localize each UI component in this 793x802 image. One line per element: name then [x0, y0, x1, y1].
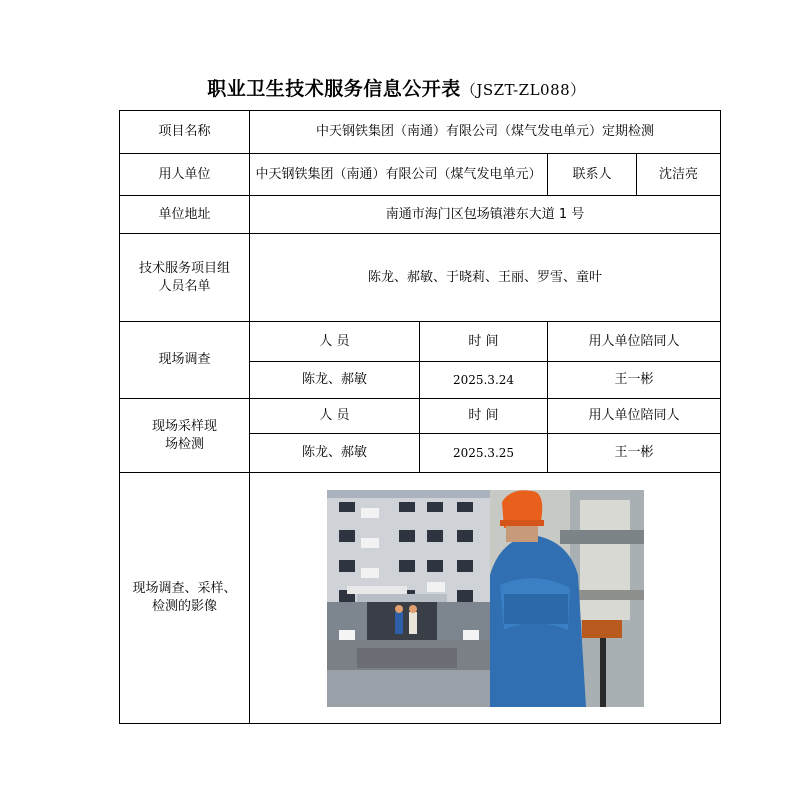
- address-value: 南通市海门区包场镇港东大道 1 号: [250, 196, 721, 234]
- survey-person-header: 人 员: [250, 322, 420, 362]
- employer-value: 中天钢铁集团（南通）有限公司（煤气发电单元）: [250, 154, 548, 196]
- doc-code: （JSZT-ZL088）: [460, 81, 586, 99]
- row-survey-header: [120, 322, 721, 362]
- sampling-escort: 王一彬: [548, 434, 721, 473]
- info-table: [119, 110, 721, 724]
- survey-label: 现场调查: [120, 322, 250, 399]
- title-text: 职业卫生技术服务信息公开表: [207, 78, 461, 100]
- sampling-time: 2025.3.25: [420, 434, 548, 473]
- project-label: 项目名称: [120, 111, 250, 154]
- employer-label: 用人单位: [120, 154, 250, 196]
- contact-value: 沈洁亮: [637, 154, 721, 196]
- address-label: 单位地址: [120, 196, 250, 234]
- survey-escort-header: 用人单位陪同人: [548, 322, 721, 362]
- sampling-person: 陈龙、郝敏: [250, 434, 420, 473]
- images-cell: [250, 473, 721, 724]
- team-label: 技术服务项目组人员名单: [120, 234, 250, 322]
- sampling-label: 现场采样现场检测: [120, 399, 250, 473]
- row-team: [120, 234, 721, 322]
- row-employer: [120, 154, 721, 196]
- building-photo: [327, 490, 490, 707]
- site-photos: [327, 490, 644, 707]
- images-label: 现场调查、采样、检测的影像: [120, 473, 250, 724]
- sampling-time-header: 时 间: [420, 399, 548, 434]
- worker-photo: [490, 490, 644, 707]
- survey-time: 2025.3.24: [420, 362, 548, 399]
- team-value: 陈龙、郝敏、于晓莉、王丽、罗雪、童叶: [250, 234, 721, 322]
- row-project: [120, 111, 721, 154]
- page-title: [0, 74, 793, 101]
- row-images: [120, 473, 721, 724]
- contact-label: 联系人: [548, 154, 637, 196]
- row-address: [120, 196, 721, 234]
- survey-escort: 王一彬: [548, 362, 721, 399]
- sampling-person-header: 人 员: [250, 399, 420, 434]
- survey-person: 陈龙、郝敏: [250, 362, 420, 399]
- survey-time-header: 时 间: [420, 322, 548, 362]
- row-sampling-header: [120, 399, 721, 434]
- sampling-escort-header: 用人单位陪同人: [548, 399, 721, 434]
- project-value: 中天钢铁集团（南通）有限公司（煤气发电单元）定期检测: [250, 111, 721, 154]
